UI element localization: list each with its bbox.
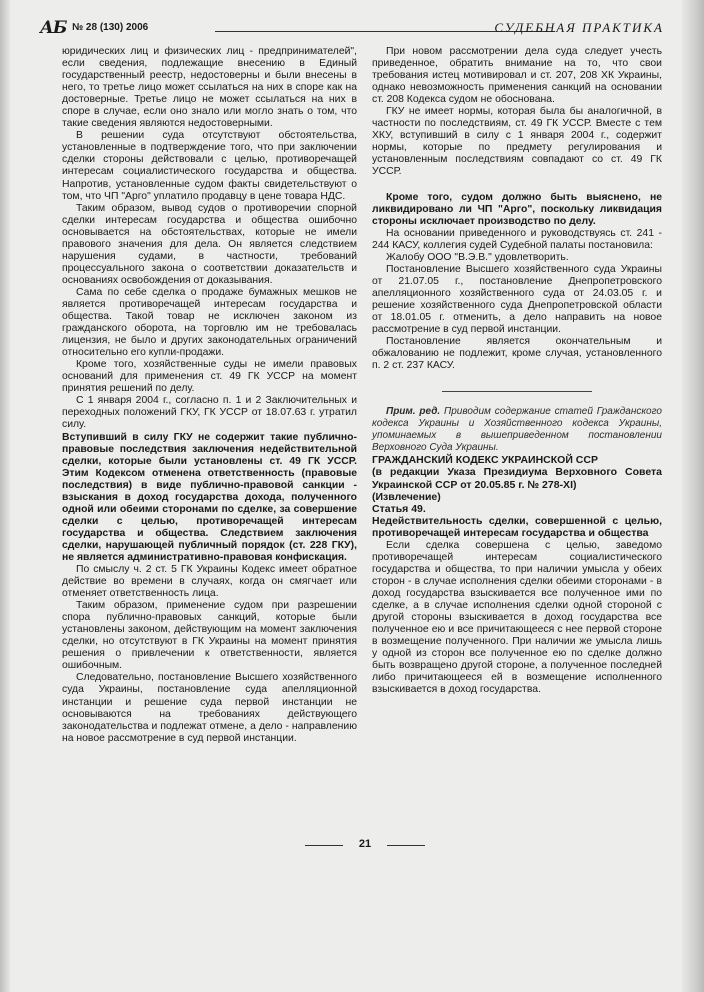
editor-note-text: Приводим содержание статей Гражданского кодекса Украины и Хозяйственного кодекса Украины, упоминаемых в вышеприведенном постановлении Верховного Суда Украины. [372,406,662,454]
paragraph: При новом рассмотрении дела суда следует учесть приведенное, обратить внимание на то, что свои требования истец мотивировал и ст. 207, 208 ХК Украины, однако невозможность применения санкций на основании ст. 208 Кодекса судом не обоснована. [372,46,662,106]
code-extract: (Извлечение) [372,490,441,503]
paragraph: С 1 января 2004 г., согласно п. 1 и 2 Заключительных и переходных положений ГКУ, ГК УССР от 18.07.63 г. утратил силу. [62,395,357,431]
code-edition: (в редакции Указа Президиума Верховного Совета Украинской ССР от 20.05.85 г. № 278-XI) [372,466,662,491]
paragraph: юридических лиц и физических лиц - предпринимателей", если сведения, подлежащие внесению в Единый государственный реестр, недостоверны и были внесены в него, то третье лицо может ссылаться на них в споре как на достоверные. Третье лицо не может ссылаться на них в споре в случае, если оно знало или могло знать о том, что такие сведения являются недостоверными. [62,46,357,130]
left-column [62,46,357,745]
publication-logo: АБ [40,18,67,38]
bold-paragraph: Кроме того, судом должно быть выяснено, не ликвидировано ли ЧП "Арго", поскольку ликвидация стороны исключает производство по делу. [372,191,662,227]
section-divider [442,391,592,392]
paragraph: Жалобу ООО "В.Э.В." удовлетворить. [386,251,569,263]
right-column [372,46,662,696]
article-text: Если сделка совершена с целью, заведомо противоречащей интересам социалистического государства и общества, то при наличии умысла у обеих сторон - в случае исполнения сделки обеими сторонами - в доход государства взыскивается все полученное ими по сделке, а в случае исполнения сделки одной стороной с другой стороны взыскивается в доход государства все полученное ею и все причитающееся с нее первой стороне в возмещение полученного. При наличии же умысла лишь у одной из сторон все полученное ею по сделке должно быть возвращено другой стороне, а полученное последней либо причитающееся ей в возмещение исполненного взыскивается в доход государства. [372,539,662,696]
paragraph: На основании приведенного и руководствуясь ст. 241 - 244 КАСУ, коллегия судей Судебной палаты постановила: [372,227,662,251]
paragraph: Сама по себе сделка о продаже бумажных мешков не является противоречащей интересам государства и общества. Такой товар не исключен законом из гражданского оборота, на торговлю им не требовалась лицензия, не было и других законодательных ограничений относительно его купли-продажи. [62,286,357,359]
editor-note [372,406,662,454]
paragraph: Таким образом, применение судом при разрешении спора публично-правовых санкций, которые были установлены законом, действующим на момент заключения сделки, но отсутствуют в ГК Украины на момент принятия решения о привлечении к ответственности, является ошибочным. [62,600,357,672]
editor-note-label: Прим. ред. [386,406,441,418]
page-number: 21 [305,838,425,852]
code-title: ГРАЖДАНСКИЙ КОДЕКС УКРАИНСКОЙ ССР [372,454,598,467]
article-number: Статья 49. [372,503,426,516]
page-header [40,18,668,40]
scan-right-shadow [682,0,704,992]
scan-left-shadow [0,0,10,992]
bold-paragraph: Вступивший в силу ГКУ не содержит такие публично-правовые последствия заключения недействительной сделки, которые были установлены ст. 49 ГК УССР. Этим Кодексом отменена ответственность (правовые последствия) в виде публично-правовой санкции - взыскания в доход государства дохода, полученного одной или обеими сторонами по сделке, за совершение сделки с целью, противоречащей интересам государства и общества. Следствием заключения сделки, нарушающей публичный порядок (ст. 228 ГКУ), не является административно-правовая конфискация. [62,431,357,563]
section-title: СУДЕБНАЯ ПРАКТИКА [494,20,664,35]
paragraph: Следовательно, постановление Высшего хозяйственного суда Украины, постановление суда апелляционной инстанции и решение суда первой инстанции не основываются на требованиях действующего законодательства и подлежат отмене, а дело - направлению на новое рассмотрение в суд первой инстанции. [62,672,357,744]
paragraph: Таким образом, вывод судов о противоречии спорной сделки интересам государства и общества ошибочно основывается на обстоятельствах, которые не имели правового значения для дела. Он является следствием нарушения судами, в частности, требований процессуального закона о соответствии доказательств и основаниях освобождения от доказывания. [62,202,357,286]
paragraph: По смыслу ч. 2 ст. 5 ГК Украины Кодекс имеет обратное действие во времени в случаях, когда он смягчает или отменяет ответственность лица. [62,564,357,600]
paragraph: В решении суда отсутствуют обстоятельства, установленные в подтверждение того, что при заключении сделки стороны действовали с целью, противоречащей интересам социалистического государства и общества. Напротив, установленные судом факты свидетельствуют о том, что ЧП "Арго" уплатило продавцу в цене товара НДС. [62,130,357,202]
paragraph: Постановление является окончательным и обжалованию не подлежит, кроме случая, установленного п. 2 ст. 237 КАСУ. [372,336,662,372]
article-title: Недействительность сделки, совершенной с целью, противоречащей интересам государства и общества [372,515,662,540]
paragraph: Кроме того, хозяйственные суды не имели правовых оснований для применения ст. 49 ГК УССР на момент принятия решений по делу. [62,359,357,395]
issue-number: № 28 (130) 2006 [72,22,149,33]
paragraph: ГКУ не имеет нормы, которая была бы аналогичной, в частности по последствиям, ст. 49 ГК УССР. Вместе с тем ХКУ, вступивший в силу с 1 января 2004 г., содержит нормы, которые по предмету регулирования и установленным последствиям совпадают со ст. 49 ГК УССР. [372,106,662,178]
paragraph: Постановление Высшего хозяйственного суда Украины от 21.07.05 г., постановление Днепропетровского апелляционного хозяйственного суда от 24.03.05 г. и решение хозяйственного суда Днепропетровской области от 18.01.05 г. отменить, а дело направить на новое рассмотрение в суд первой инстанции. [372,263,662,336]
